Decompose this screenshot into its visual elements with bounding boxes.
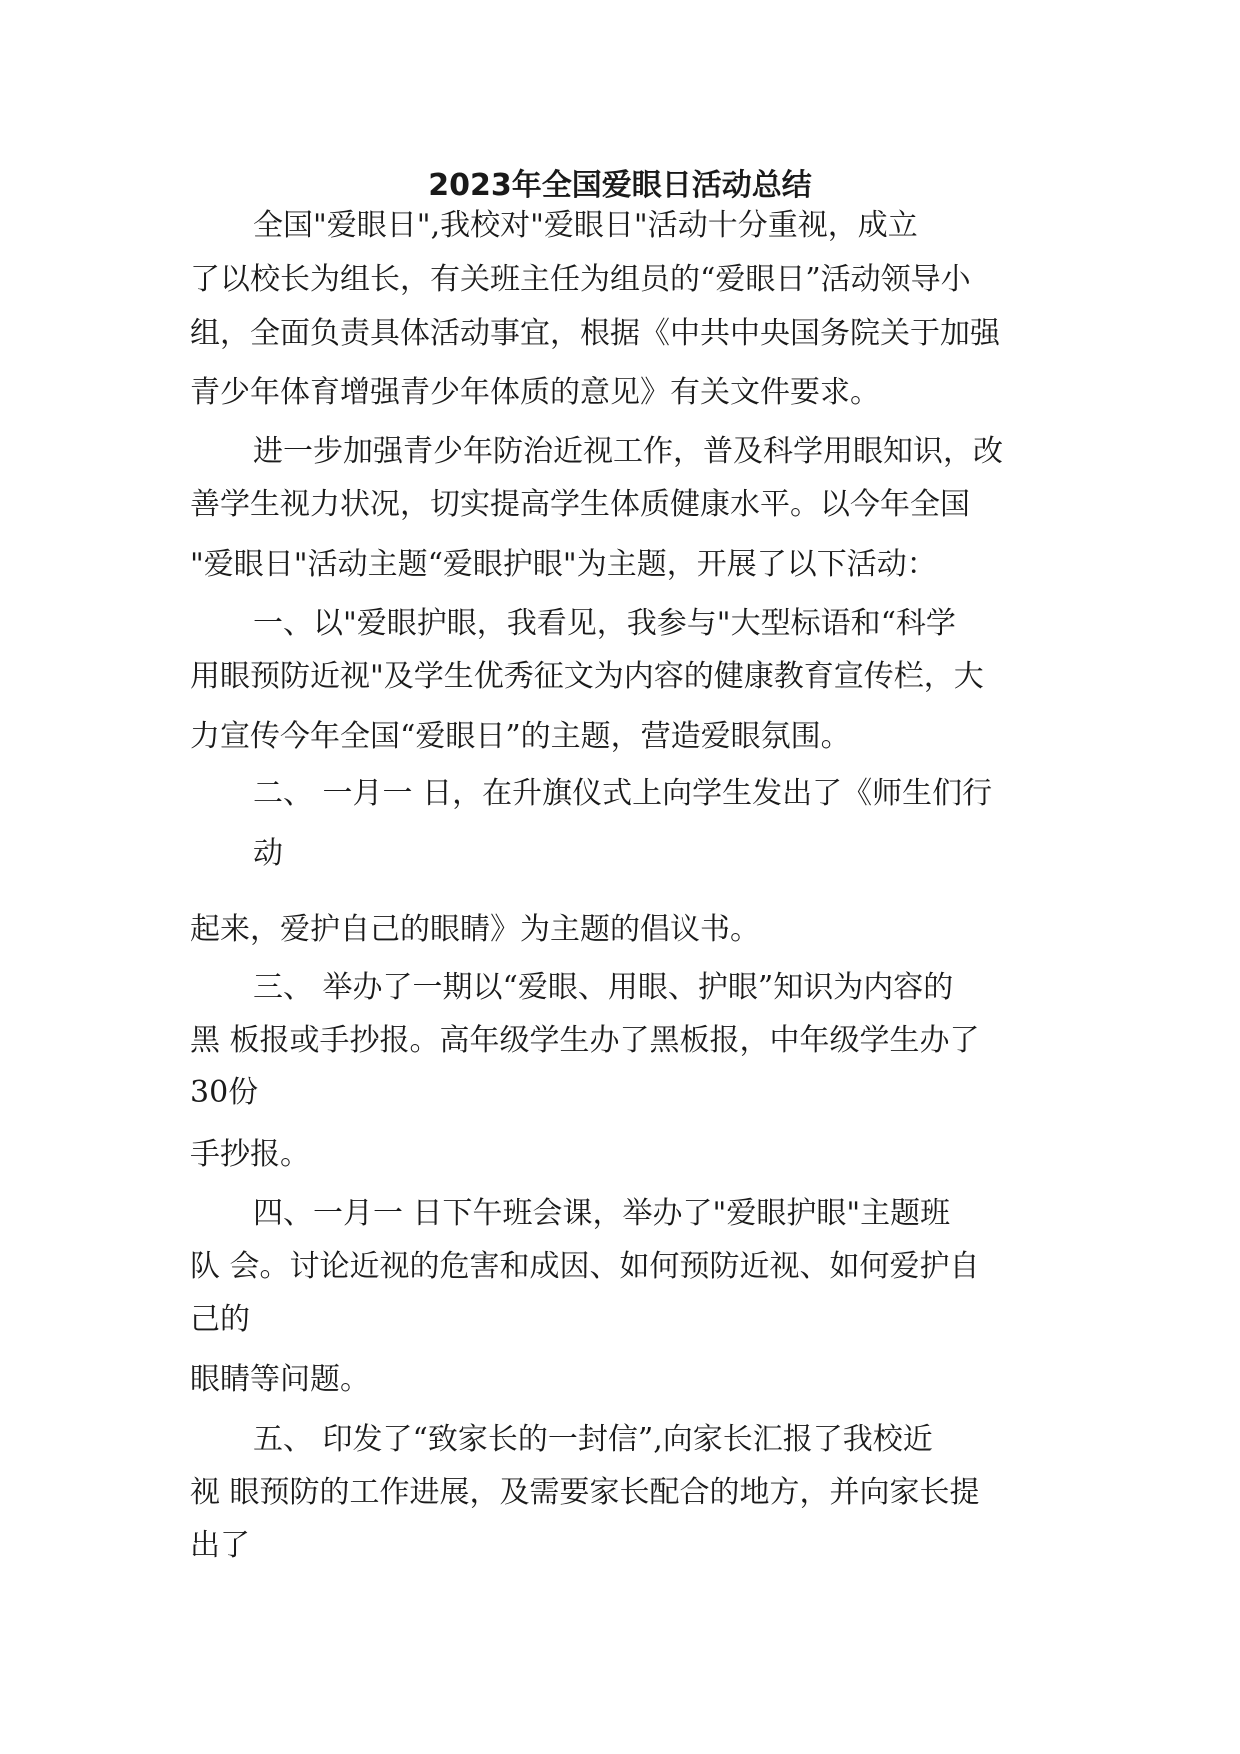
paragraph-line: 用眼预防近视"及学生优秀征文为内容的健康教育宣传栏，大 [190,659,984,694]
paragraph-line: 视 眼预防的工作进展，及需要家长配合的地方，并向家长提 [190,1475,980,1510]
paragraph-line: 三、 举办了一期以“爱眼、用眼、护眼”知识为内容的 [253,970,954,1005]
paragraph-line: 进一步加强青少年防治近视工作，普及科学用眼知识，改 [253,434,1003,469]
paragraph-line: 手抄报。 [190,1137,310,1172]
paragraph-line: 一、以"爱眼护眼，我看见，我参与"大型标语和“科学 [253,606,956,641]
document-title: 2023年全国爱眼日活动总结 [428,168,812,203]
paragraph-line: 动 [253,836,283,871]
paragraph-line: 起来，爱护自己的眼睛》为主题的倡议书。 [190,912,760,947]
paragraph-line: 眼睛等问题。 [190,1362,370,1397]
paragraph-line: 善学生视力状况，切实提高学生体质健康水平。以今年全国 [190,487,970,522]
paragraph-line: 四、一月一 日下午班会课，举办了"爱眼护眼"主题班 [253,1196,951,1231]
paragraph-line: 五、 印发了“致家长的一封信”,向家长汇报了我校近 [253,1422,933,1457]
paragraph-line: 黑 板报或手抄报。高年级学生办了黑板报，中年级学生办了 [190,1023,980,1058]
paragraph-line: 青少年体育增强青少年体质的意见》有关文件要求。 [190,375,880,410]
paragraph-line: 了以校长为组长，有关班主任为组员的“爱眼日”活动领导小 [190,262,971,297]
paragraph-line: 出了 [190,1528,250,1563]
paragraph-line: 队 会。讨论近视的危害和成因、如何预防近视、如何爱护自 [190,1249,980,1284]
paragraph-line: 力宣传今年全国“爱眼日”的主题，营造爱眼氛围。 [190,719,851,754]
paragraph-line: 组，全面负责具体活动事宜，根据《中共中央国务院关于加强 [190,316,1000,351]
paragraph-line: 全国"爱眼日",我校对"爱眼日"活动十分重视，成立 [253,208,918,243]
paragraph-line: 30份 [190,1075,259,1110]
paragraph-line: "爱眼日"活动主题“爱眼护眼"为主题，开展了以下活动： [190,547,937,582]
paragraph-line: 二、 一月一 日，在升旗仪式上向学生发出了《师生们行 [253,776,993,811]
paragraph-line: 己的 [190,1302,250,1337]
